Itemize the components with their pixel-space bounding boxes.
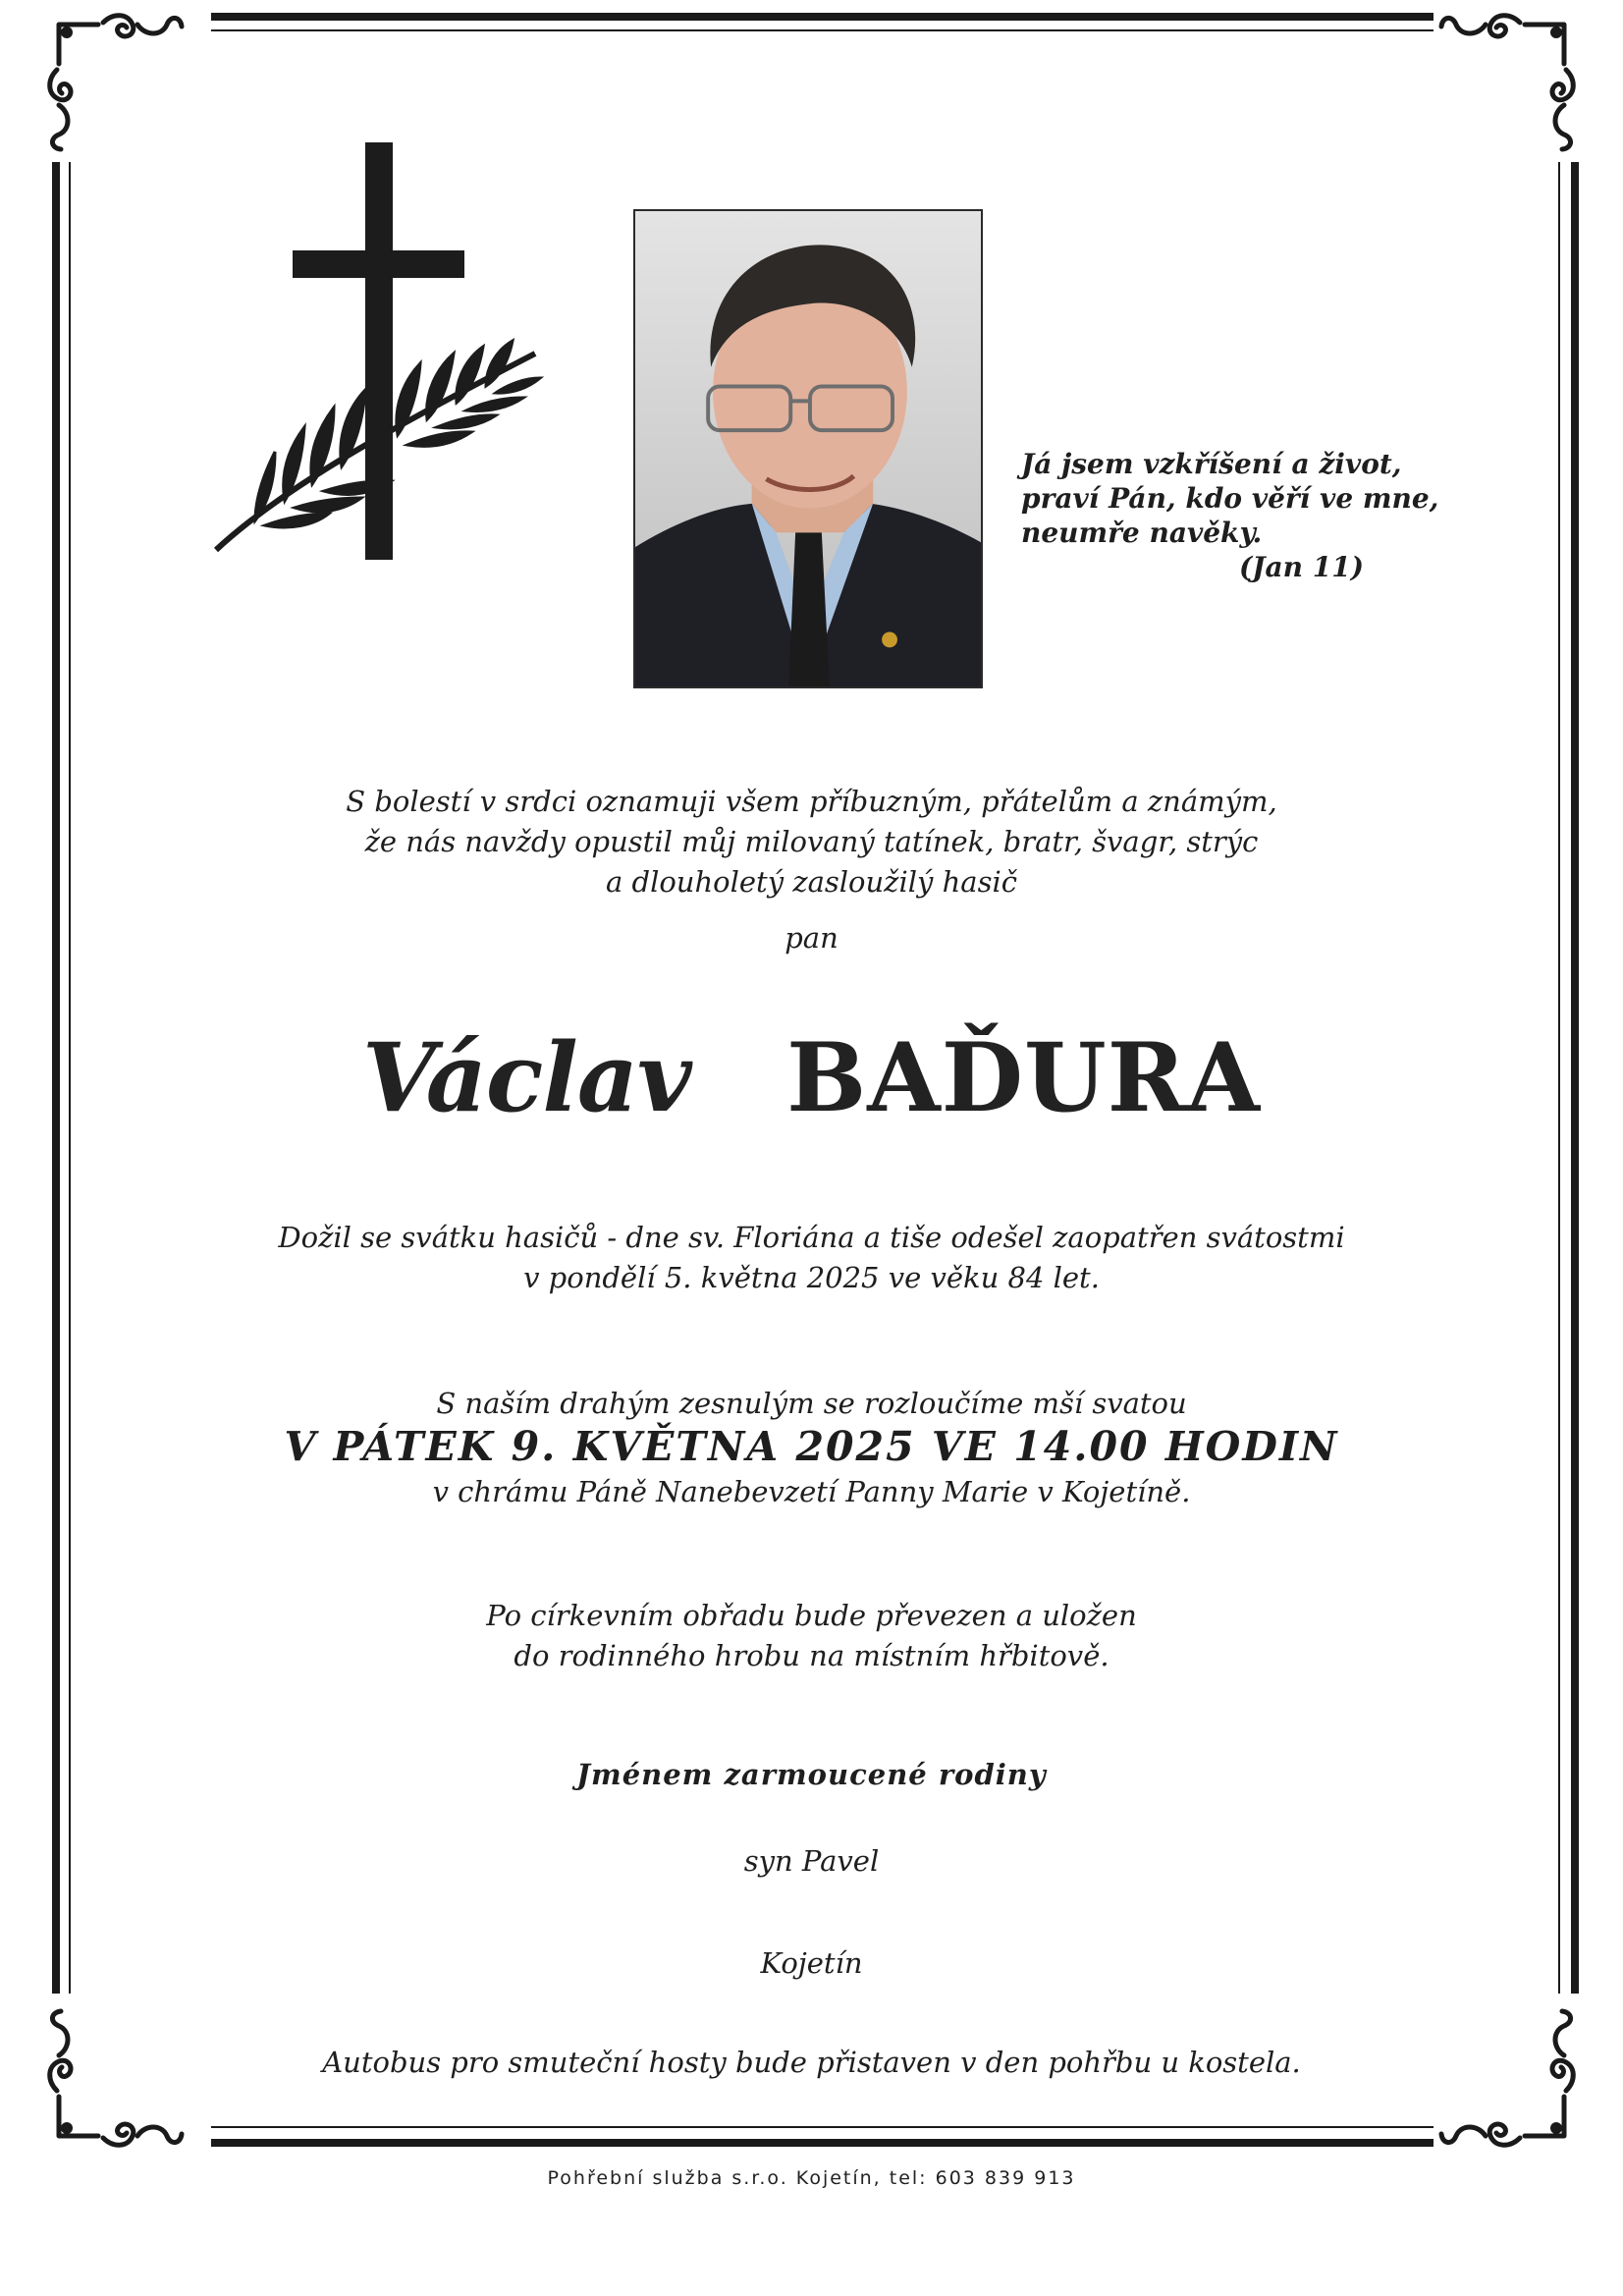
quote-reference: (Jan 11) (1239, 551, 1364, 583)
family-heading: Jménem zarmoucené rodiny (576, 1758, 1047, 1791)
surname: BAĎURA (786, 1022, 1261, 1133)
funeral-service-footer: Pohřební služba s.r.o. Kojetín, tel: 603 839 913 (547, 2167, 1076, 2189)
intro-line: a dlouholetý zasloužilý hasič (606, 865, 1017, 899)
cross-icon (293, 142, 464, 560)
frame-bottom-line-thick (211, 2139, 1434, 2147)
death-notice-line: Dožil se svátku hasičů - dne sv. Floriána a tiše odešel zaopatřen svátostmi (278, 1221, 1345, 1254)
intro-text (0, 782, 1623, 902)
bus-notice: Autobus pro smuteční hosty bude přistaven v den pohřbu u kostela. (322, 2046, 1301, 2079)
intro-line: že nás navždy opustil můj milovaný tatínek, bratr, švagr, strýc (364, 825, 1259, 858)
quote-line: neumře navěky. (1021, 517, 1263, 549)
portrait-photo (633, 209, 983, 688)
bible-quote (1021, 447, 1532, 584)
salutation: pan (784, 921, 839, 955)
quote-line: Já jsem vzkříšení a život, (1021, 448, 1402, 480)
burial-info (0, 1596, 1623, 1676)
farewell-intro: S naším drahým zesnulým se rozloučíme mší svatou (436, 1387, 1187, 1420)
cross-with-palm (196, 133, 560, 574)
frame-top-line-thick (211, 13, 1434, 21)
corner-ornament-icon (39, 5, 196, 162)
family-members: syn Pavel (743, 1844, 880, 1878)
frame-top-line-thin (211, 29, 1434, 31)
farewell-datetime: V PÁTEK 9. KVĚTNA 2025 VE 14.00 HODIN (284, 1423, 1339, 1470)
quote-line: praví Pán, kdo věří ve mne, (1021, 482, 1439, 515)
first-name: Václav (362, 1022, 691, 1133)
death-notice (0, 1218, 1623, 1298)
farewell-place: v chrámu Páně Nanebevzetí Panny Marie v Kojetíně. (432, 1475, 1191, 1508)
deceased-name (0, 1024, 1623, 1132)
family-town: Kojetín (760, 1946, 863, 1980)
intro-line: S bolestí v srdci oznamuji všem příbuzným, přátelům a známým, (346, 785, 1277, 818)
corner-ornament-icon (1427, 5, 1584, 162)
burial-line: do rodinného hrobu na místním hřbitově. (514, 1639, 1109, 1672)
death-notice-line: v pondělí 5. května 2025 ve věku 84 let. (523, 1261, 1100, 1294)
frame-bottom-line-thin (211, 2126, 1434, 2128)
burial-line: Po církevním obřadu bude převezen a uložen (486, 1599, 1137, 1632)
